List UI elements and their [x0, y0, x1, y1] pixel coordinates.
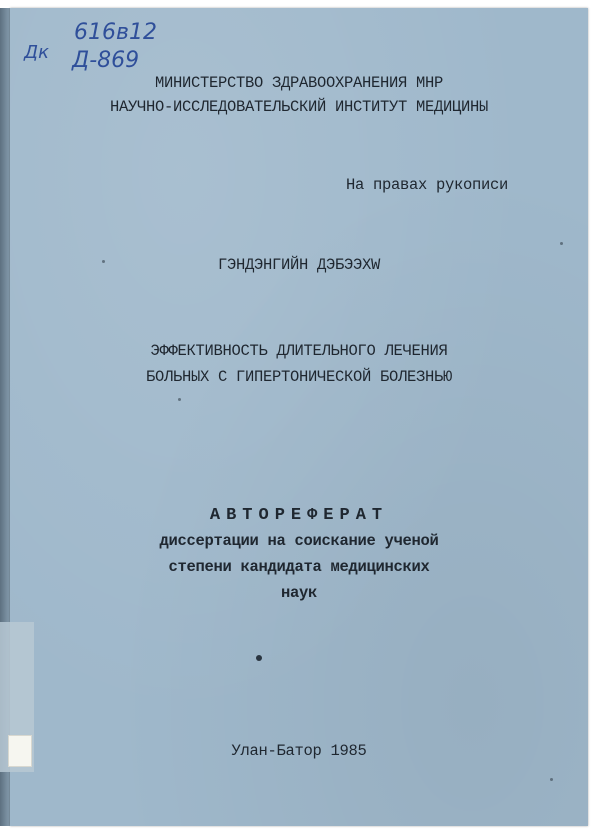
paper-speck [560, 242, 563, 245]
paper-speck [178, 398, 181, 401]
handwritten-prefix: Дк [24, 42, 49, 63]
abstract-heading: АВТОРЕФЕРАТ [209, 506, 389, 525]
library-sticker [8, 735, 32, 767]
handwritten-shelfmark: 616в12 [74, 20, 157, 45]
title-line-2: БОЛЬНЫХ С ГИПЕРТОНИЧЕСКОЙ БОЛЕЗНЬЮ [145, 368, 453, 386]
ink-dot [256, 655, 262, 661]
abstract-line-1: диссертации на соискание ученой [159, 532, 439, 550]
abstract-line-2: степени кандидата медицинских [168, 558, 430, 576]
institute-heading: НАУЧНО-ИССЛЕДОВАТЕЛЬСКИЙ ИНСТИТУТ МЕДИЦИНЫ [109, 98, 489, 116]
author-name: ГЭНДЭНГИЙН ДЭБЭЭХW [217, 256, 381, 274]
paper-speck [102, 260, 105, 263]
paper-speck [550, 778, 553, 781]
ministry-heading: МИНИСТЕРСТВО ЗДРАВООХРАНЕНИЯ МНР [154, 74, 444, 92]
rights-note: На правах рукописи [345, 176, 508, 194]
document-cover [10, 8, 588, 826]
handwritten-catalog-number: Д-869 [72, 48, 140, 73]
title-line-1: ЭФФЕКТИВНОСТЬ ДЛИТЕЛЬНОГО ЛЕЧЕНИЯ [150, 342, 448, 360]
place-and-year: Улан-Батор 1985 [231, 742, 367, 760]
abstract-line-3: наук [280, 584, 317, 602]
